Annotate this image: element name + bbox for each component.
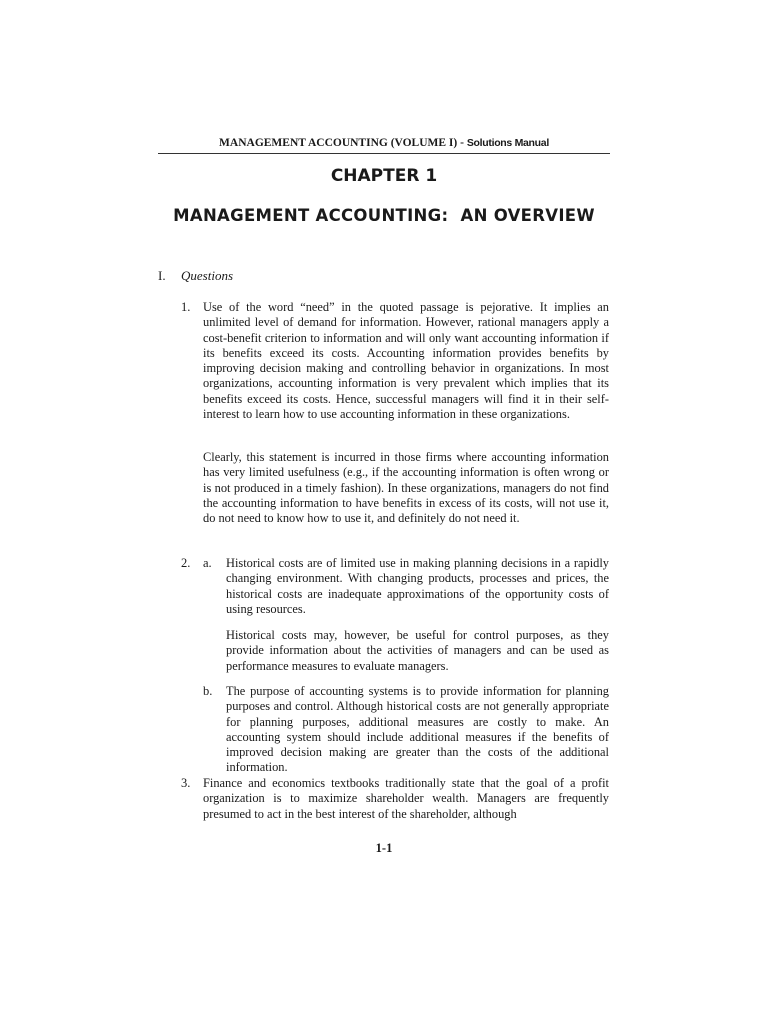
subitem-letter: b. — [203, 684, 213, 698]
header-rule — [158, 153, 610, 154]
item-number: 2. — [181, 556, 191, 570]
item-number: 1. — [181, 300, 191, 314]
running-header-subtitle: Solutions Manual — [466, 137, 549, 149]
subitem-paragraph: Historical costs may, however, be useful for control purposes, as they provide information about the activities of managers and can be used as performance measures to evaluate managers. — [226, 628, 609, 673]
item-paragraph: Finance and economics textbooks traditionally state that the goal of a profit organization is to maximize shareholder wealth. Managers are frequently presumed to act in the best interest of the shareholder, although — [203, 776, 609, 821]
subitem-paragraph: Historical costs are of limited use in making planning decisions in a rapidly changing environment. With changing products, processes and prices, the historical costs are inadequate approximations of the opportunity costs of using resources. — [226, 556, 609, 616]
page-number: 1-1 — [375, 841, 393, 855]
chapter-label: CHAPTER 1 — [330, 166, 438, 186]
section-title: Questions — [181, 268, 233, 283]
item-number: 3. — [181, 776, 191, 790]
section-number: I. — [158, 268, 166, 283]
subitem-paragraph: The purpose of accounting systems is to provide information for planning purposes and control. Although historical costs are not generally appropriate for planning purposes, additional measures are costly to make. An accounting system should include additional measures if the benefits of improved decision making are greater than the costs of the additional information. — [226, 684, 609, 775]
subitem-letter: a. — [203, 556, 212, 570]
running-header — [158, 137, 610, 149]
chapter-title: MANAGEMENT ACCOUNTING: AN OVERVIEW — [173, 206, 595, 225]
running-header-title: MANAGEMENT ACCOUNTING (VOLUME I) - — [219, 137, 467, 149]
item-paragraph: Use of the word “need” in the quoted passage is pejorative. It implies an unlimited level of demand for information. However, rational managers apply a cost-benefit criterion to information and will only want accounting information if its benefits exceed its costs. Accounting information provides benefits by improving decision making and controlling behavior in organizations. In most organizations, accounting information is very prevalent which implies that its benefits exceed its costs. Hence, successful managers will find it in their self-interest to learn how to use accounting information in these organizations. — [203, 300, 609, 422]
item-paragraph: Clearly, this statement is incurred in those firms where accounting information has very limited usefulness (e.g., if the accounting information is often wrong or is not produced in a timely fashion). In these organizations, managers do not find the accounting information to have benefits in excess of its costs, will not use it, do not need to know how to use it, and definitely do not need it. — [203, 450, 609, 526]
